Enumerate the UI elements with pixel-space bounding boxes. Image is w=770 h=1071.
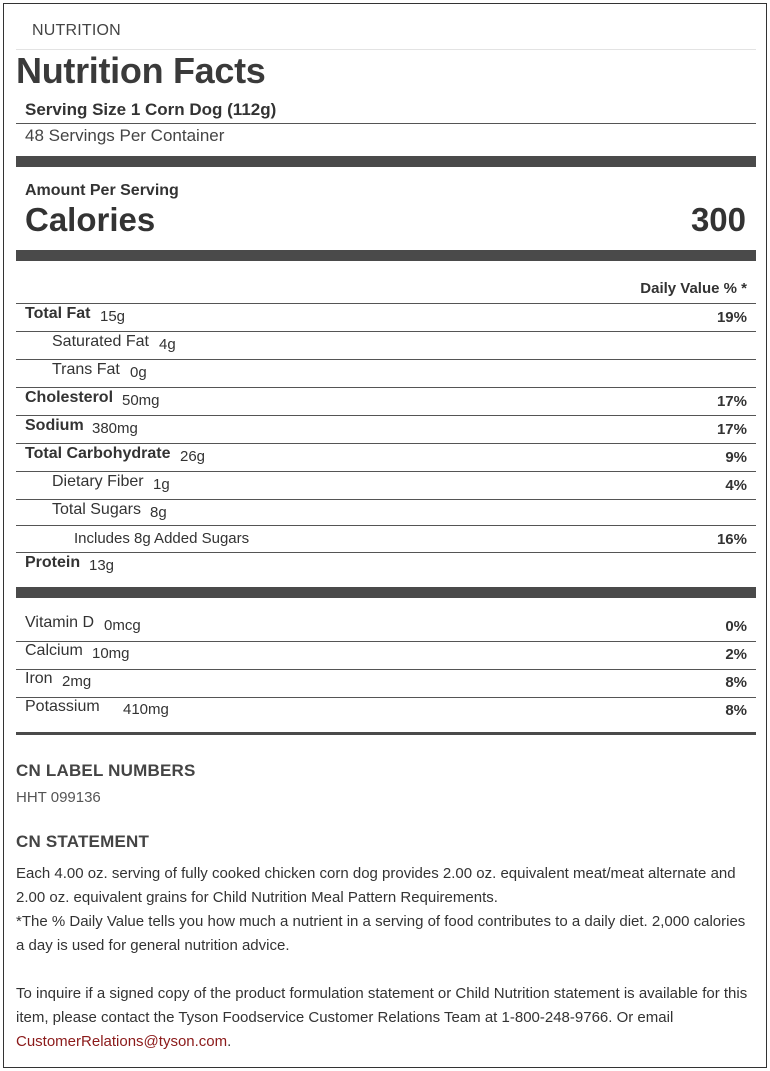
nutrient-row-added-sugars bbox=[16, 526, 756, 554]
vitamin-dv: 8% bbox=[725, 674, 747, 691]
vitamin-name: Vitamin D bbox=[25, 614, 95, 631]
nutrient-dv: 4% bbox=[725, 477, 747, 494]
nutrient-row-cholesterol bbox=[16, 388, 756, 416]
thick-divider bbox=[16, 250, 756, 261]
nutrient-name: Trans Fat bbox=[52, 361, 120, 378]
cn-statement: Each 4.00 oz. serving of fully cooked chicken corn dog provides 2.00 oz. equivalent meat/meat alternate and 2.00 oz. equivalent grains for Child Nutrition Meal Pattern Requirements. bbox=[16, 865, 736, 906]
nutrient-amount: 8g bbox=[150, 504, 167, 521]
cn-statement-heading: CN STATEMENT bbox=[16, 832, 150, 851]
nutrient-amount: 1g bbox=[153, 476, 170, 493]
nutrient-row-protein bbox=[16, 553, 756, 581]
divider bbox=[16, 123, 756, 124]
vitamin-row-potassium bbox=[16, 697, 756, 725]
section-label: NUTRITION bbox=[32, 22, 121, 39]
nutrient-row-dietary-fiber bbox=[16, 472, 756, 500]
vitamin-name: Iron bbox=[25, 670, 53, 687]
nutrient-row-total-carbohydrate bbox=[16, 444, 756, 472]
vitamin-row-calcium bbox=[16, 641, 756, 669]
vitamin-row-vitamin-d bbox=[16, 613, 756, 641]
vitamin-dv: 0% bbox=[725, 618, 747, 635]
vitamin-amount: 0mcg bbox=[104, 617, 141, 634]
vitamin-name: Calcium bbox=[25, 642, 83, 659]
vitamin-amount: 410mg bbox=[123, 701, 169, 718]
vitamin-amount: 2mg bbox=[62, 673, 92, 690]
page-title: Nutrition Facts bbox=[16, 50, 266, 91]
vitamin-row-iron bbox=[16, 669, 756, 697]
nutrient-name: Total Fat bbox=[25, 305, 91, 322]
nutrient-amount: 50mg bbox=[122, 392, 160, 409]
vitamin-dv: 2% bbox=[725, 646, 747, 663]
inquiry-text: To inquire if a signed copy of the product formulation statement or Child Nutrition statement is available for this item, please contact the Tyson Foodservice Customer Relations Team at 1-800-248-9766. Or email bbox=[16, 985, 748, 1026]
calories-label: Calories bbox=[25, 201, 156, 238]
nutrient-dv: 17% bbox=[716, 393, 747, 410]
thick-divider bbox=[16, 156, 756, 167]
servings-per-container: 48 Servings Per Container bbox=[25, 126, 225, 145]
nutrient-row-total-fat bbox=[16, 304, 756, 332]
nutrient-row-saturated-fat bbox=[16, 332, 756, 360]
nutrient-amount: 380mg bbox=[92, 420, 138, 437]
nutrient-name: Protein bbox=[25, 554, 81, 571]
nutrient-dv: 16% bbox=[716, 531, 747, 548]
cn-label-heading: CN LABEL NUMBERS bbox=[16, 761, 196, 780]
cn-label-number: HHT 099136 bbox=[16, 789, 101, 806]
serving-size: Serving Size 1 Corn Dog (112g) bbox=[25, 100, 277, 119]
nutrient-amount: 15g bbox=[100, 308, 126, 325]
nutrient-name: Includes 8g Added Sugars bbox=[74, 530, 250, 547]
inquiry-end: . bbox=[227, 1033, 232, 1050]
nutrient-dv: 17% bbox=[716, 421, 747, 438]
nutrient-row-sodium bbox=[16, 416, 756, 444]
daily-value-header: Daily Value % * bbox=[640, 280, 747, 297]
nutrient-name: Saturated Fat bbox=[52, 333, 149, 350]
inquiry-paragraph bbox=[16, 982, 756, 1054]
thick-divider bbox=[16, 587, 756, 598]
nutrient-name: Total Carbohydrate bbox=[25, 445, 171, 462]
nutrient-amount: 0g bbox=[130, 364, 147, 381]
dv-footnote: *The % Daily Value tells you how much a nutrient in a serving of food contributes to a daily diet. 2,000 calories a day is used for general nutrition advice. bbox=[16, 913, 746, 954]
nutrient-amount: 26g bbox=[180, 448, 206, 465]
nutrient-name: Total Sugars bbox=[52, 501, 141, 518]
vitamin-dv: 8% bbox=[725, 702, 747, 719]
nutrient-amount: 4g bbox=[159, 336, 176, 353]
amount-per-serving: Amount Per Serving bbox=[25, 182, 179, 199]
nutrient-dv: 19% bbox=[716, 309, 747, 326]
calories-value: 300 bbox=[690, 201, 746, 238]
contact-email-link[interactable]: CustomerRelations@tyson.com bbox=[16, 1033, 228, 1050]
nutrient-row-total-sugars bbox=[16, 500, 756, 528]
nutrient-row-trans-fat bbox=[16, 360, 756, 388]
vitamin-amount: 10mg bbox=[92, 645, 130, 662]
thick-divider bbox=[16, 732, 756, 735]
nutrient-name: Cholesterol bbox=[25, 389, 114, 406]
nutrient-amount: 13g bbox=[89, 557, 115, 574]
nutrient-name: Dietary Fiber bbox=[52, 473, 144, 490]
vitamin-name: Potassium bbox=[25, 698, 100, 715]
nutrient-dv: 9% bbox=[725, 449, 747, 466]
nutrient-name: Sodium bbox=[25, 417, 84, 434]
